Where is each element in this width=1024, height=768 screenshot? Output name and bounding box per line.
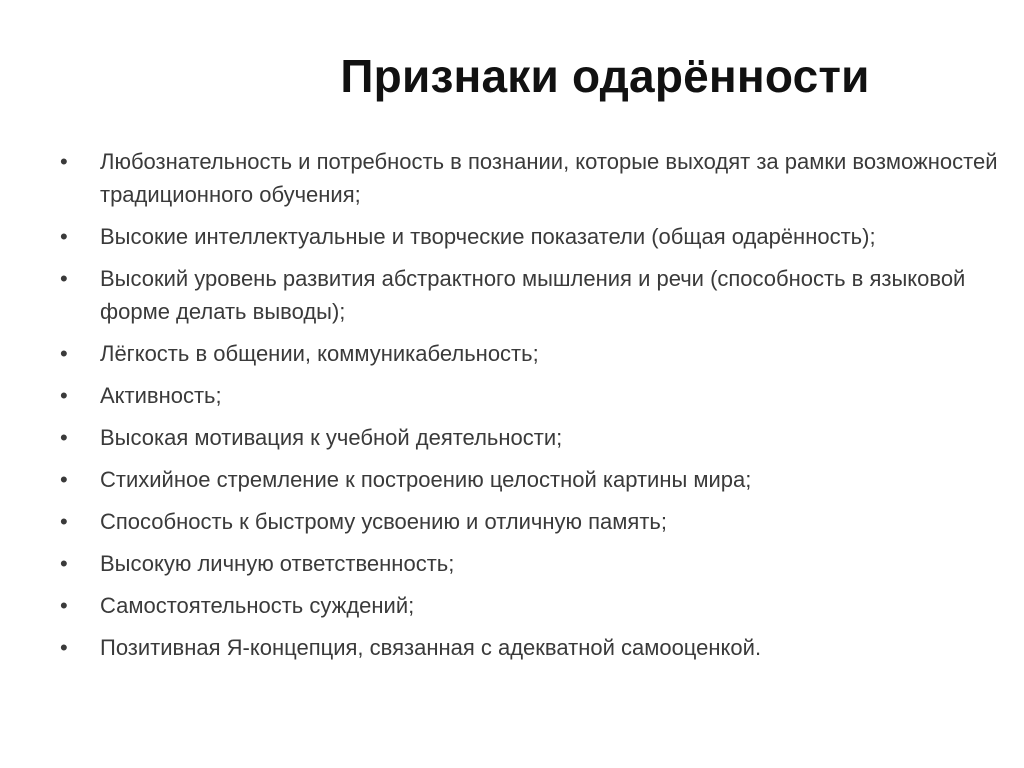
bullet-item <box>60 379 1010 412</box>
bullet-item <box>60 505 1010 538</box>
bullet-icon: • <box>60 149 68 174</box>
bullet-item <box>60 589 1010 622</box>
bullet-text: Активность; <box>100 383 222 408</box>
bullet-icon: • <box>60 425 68 450</box>
bullet-text: Высокие интеллектуальные и творческие показатели (общая одарённость); <box>100 224 876 249</box>
bullet-icon: • <box>60 341 68 366</box>
bullet-icon: • <box>60 383 68 408</box>
bullet-text: Высокую личную ответственность; <box>100 551 455 576</box>
bullet-icon: • <box>60 266 68 291</box>
bullet-item <box>60 220 1010 253</box>
bullet-item <box>60 631 1010 664</box>
bullet-item <box>60 145 1010 211</box>
bullet-item <box>60 463 1010 496</box>
bullet-list <box>60 145 1010 673</box>
bullet-item <box>60 337 1010 370</box>
bullet-icon: • <box>60 467 68 492</box>
bullet-text: Стихийное стремление к построению целостной картины мира; <box>100 467 752 492</box>
bullet-icon: • <box>60 635 68 660</box>
bullet-icon: • <box>60 551 68 576</box>
bullet-item <box>60 547 1010 580</box>
bullet-text: Высокая мотивация к учебной деятельности; <box>100 425 563 450</box>
bullet-text: Высокий уровень развития абстрактного мышления и речи (способность в языковой форме делать выводы); <box>100 266 966 324</box>
bullet-text: Позитивная Я-концепция, связанная с адекватной самооценкой. <box>100 635 762 660</box>
bullet-text: Любознательность и потребность в познании, которые выходят за рамки возможностей традиционного обучения; <box>100 149 998 207</box>
bullet-item <box>60 421 1010 454</box>
bullet-text: Самостоятельность суждений; <box>100 593 415 618</box>
bullet-icon: • <box>60 509 68 534</box>
bullet-icon: • <box>60 593 68 618</box>
bullet-item <box>60 262 1010 328</box>
bullet-text: Лёгкость в общении, коммуникабельность; <box>100 341 539 366</box>
bullet-icon: • <box>60 224 68 249</box>
bullet-text: Способность к быстрому усвоению и отличную память; <box>100 509 667 534</box>
slide-title: Признаки одарённости <box>340 50 870 102</box>
